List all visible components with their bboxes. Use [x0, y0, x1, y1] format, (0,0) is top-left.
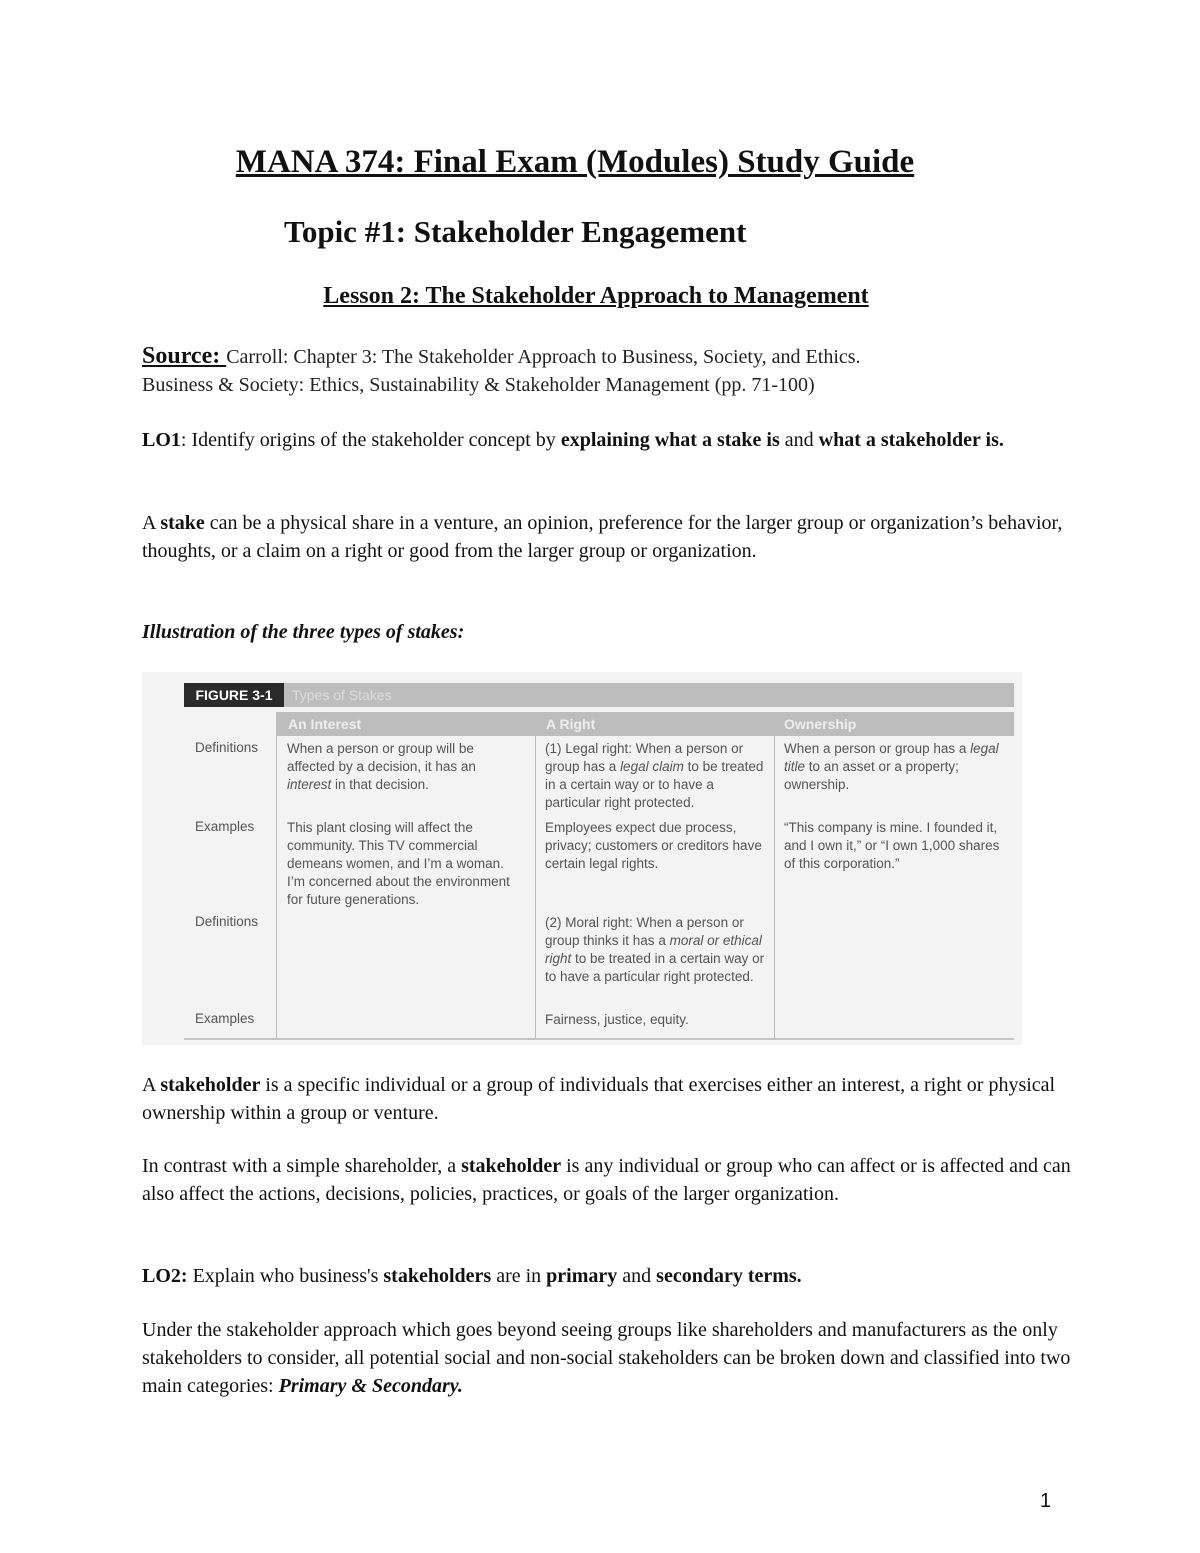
lo1-bold-stakeholder: what a stakeholder is. [818, 429, 1004, 451]
moral-right-examples: Fairness, justice, equity. [545, 1012, 689, 1027]
column-divider [535, 736, 536, 1038]
ownership-examples: “This company is mine. I founded it, and I own it,” or “I own 1,000 shares of this corporation.” [784, 820, 1000, 871]
lo1-and: and [779, 429, 819, 451]
lo2-text: and [617, 1265, 657, 1287]
column-header-interest: An Interest [288, 716, 362, 732]
figure-bottom-rule [184, 1038, 1014, 1040]
cell-emphasis: legal title [784, 741, 999, 774]
cell-emphasis: legal claim [620, 759, 684, 774]
lo1-paragraph [142, 426, 1082, 454]
stakeholder-pre: A [142, 1074, 161, 1096]
cell-text: to be treated in a certain way or to have a particular right protected. [545, 951, 765, 984]
figure-title: Types of Stakes [292, 687, 392, 703]
source-label: Source: [142, 343, 227, 369]
figure-header-bar [184, 683, 1014, 707]
source-line-1: Carroll: Chapter 3: The Stakeholder Approach to Business, Society, and Ethics. [226, 346, 861, 368]
cell-emphasis: interest [287, 777, 332, 792]
column-header-right: A Right [546, 716, 596, 732]
contrast-text: is any individual or group who can affect or is affected and can also affect the actions, decisions, policies, practices, or goals of the larger organization. [142, 1155, 1071, 1205]
lo2-label: LO2: [142, 1265, 188, 1287]
source-citation [142, 342, 1082, 399]
row-label-definitions: Definitions [195, 740, 259, 755]
stake-pre: A [142, 512, 161, 534]
contrast-paragraph [142, 1152, 1082, 1208]
lo2-bold: secondary terms. [656, 1265, 802, 1287]
stake-definition-paragraph [142, 509, 1082, 565]
source-line-2: Business & Society: Ethics, Sustainability & Stakeholder Management (pp. 71-100) [142, 374, 815, 396]
column-divider [276, 736, 277, 1038]
cell-text: (1) Legal right: When a person or group has a [545, 741, 744, 774]
cell-text: in that decision. [331, 777, 429, 792]
stake-text: can be a physical share in a venture, an opinion, preference for the larger group or organization’s behavior, thoughts, or a claim on a right or good from the larger group or organization. [142, 512, 1063, 562]
lo2-text: Explain who business's [187, 1265, 384, 1287]
contrast-term: stakeholder [461, 1155, 562, 1177]
stake-term: stake [160, 512, 205, 534]
lo1-text: : Identify origins of the stakeholder concept by [180, 429, 561, 451]
cell-text: When a person or group will be affected by a decision, it has an [287, 741, 476, 774]
lo2-text: are in [491, 1265, 547, 1287]
stakeholder-text: is a specific individual or a group of individuals that exercises either an interest, a right or physical ownership within a group or venture. [142, 1074, 1056, 1124]
lo1-bold-stake: explaining what a stake is [560, 429, 780, 451]
approach-text: Under the stakeholder approach which goes beyond seeing groups like shareholders and manufacturers as the only stakeholders to consider, all potential social and non-social stakeholders can be broken down and classified into two main categories: [142, 1319, 1071, 1397]
lo2-bold: primary [546, 1265, 618, 1287]
cell-text: to be treated in a certain way or to have a particular right protected. [545, 759, 764, 810]
ownership-definition [784, 740, 1012, 794]
legal-right-definition [545, 740, 770, 812]
figure-types-of-stakes [142, 672, 1022, 1045]
legal-right-examples: Employees expect due process, privacy; customers or creditors have certain legal rights. [545, 820, 762, 871]
column-header-ownership: Ownership [784, 716, 857, 732]
illustration-caption: Illustration of the three types of stakes: [142, 621, 465, 643]
cell-text: (2) Moral right: When a person or group thinks it has a [545, 915, 744, 948]
topic-heading: Topic #1: Stakeholder Engagement [284, 214, 747, 249]
row-label-definitions: Definitions [195, 914, 259, 929]
stakeholder-definition-paragraph [142, 1071, 1082, 1127]
cell-text: When a person or group has a [784, 741, 971, 756]
row-label-examples: Examples [195, 819, 255, 834]
lo2-bold: stakeholders [383, 1265, 492, 1287]
stakeholder-approach-paragraph [142, 1316, 1082, 1400]
interest-examples: This plant closing will affect the community. This TV commercial demeans women, and I’m a woman. I’m concerned about the environment for future generations. [287, 820, 510, 907]
approach-emphasis: Primary & Secondary. [278, 1375, 463, 1397]
stakeholder-term: stakeholder [160, 1074, 261, 1096]
row-label-examples: Examples [195, 1011, 255, 1026]
moral-right-definition [545, 914, 770, 986]
page-number: 1 [1040, 1490, 1052, 1512]
lo2-paragraph [142, 1262, 1082, 1290]
cell-text: to an asset or a property; ownership. [784, 759, 959, 792]
document-title: MANA 374: Final Exam (Modules) Study Guide [235, 144, 915, 180]
figure-label: FIGURE 3-1 [184, 683, 284, 707]
contrast-pre: In contrast with a simple shareholder, a [142, 1155, 462, 1177]
lesson-heading: Lesson 2: The Stakeholder Approach to Management [323, 283, 869, 309]
cell-emphasis: moral or ethical right [545, 933, 762, 966]
lo1-label: LO1 [142, 429, 181, 451]
column-divider [774, 736, 775, 1038]
figure-column-headers [276, 712, 1014, 736]
interest-definition [287, 740, 522, 794]
